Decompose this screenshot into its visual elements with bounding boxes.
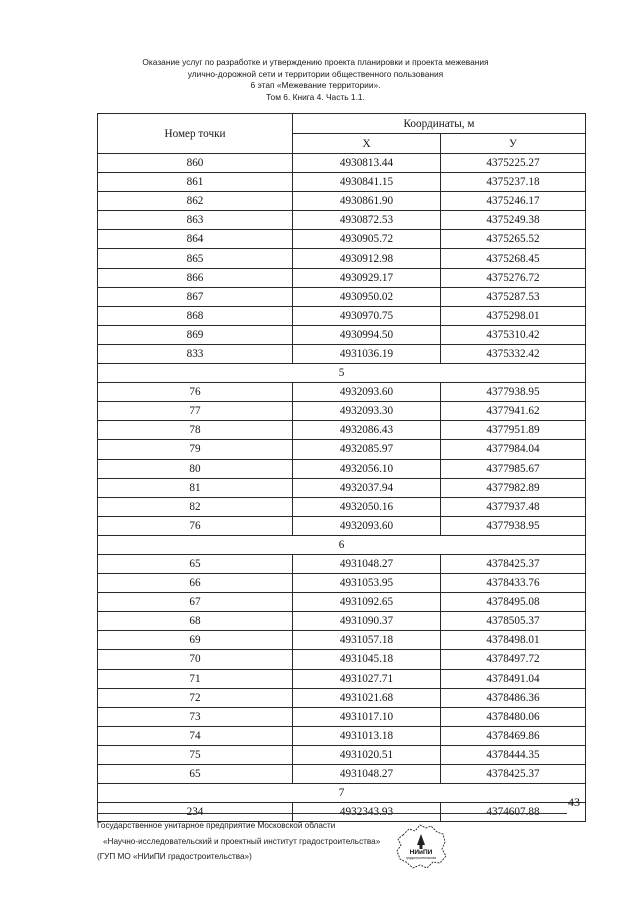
x-coordinate-cell: 4931090.37 bbox=[293, 612, 441, 631]
point-number-cell: 868 bbox=[98, 306, 293, 325]
x-coordinate-cell: 4930813.44 bbox=[293, 154, 441, 173]
region-map-logo-icon bbox=[393, 821, 449, 871]
point-number-cell: 82 bbox=[98, 497, 293, 516]
point-number-cell: 73 bbox=[98, 707, 293, 726]
y-coordinate-cell: 4377938.95 bbox=[441, 383, 586, 402]
x-coordinate-cell: 4930994.50 bbox=[293, 325, 441, 344]
y-coordinate-cell: 4378495.08 bbox=[441, 593, 586, 612]
table-row bbox=[98, 631, 586, 650]
header-line-2: улично-дорожной сети и территории общественного пользования bbox=[187, 68, 444, 79]
group-row bbox=[98, 535, 586, 554]
table-row bbox=[98, 287, 586, 306]
table-body bbox=[98, 154, 586, 822]
x-coordinate-cell: 4930841.15 bbox=[293, 173, 441, 192]
point-number-cell: 863 bbox=[98, 211, 293, 230]
x-coordinate-cell: 4932037.94 bbox=[293, 478, 441, 497]
table-row bbox=[98, 497, 586, 516]
footer-line-1: Государственное унитарное предприятие Московской области bbox=[97, 821, 336, 830]
x-coordinate-cell: 4932086.43 bbox=[293, 421, 441, 440]
point-number-cell: 869 bbox=[98, 325, 293, 344]
point-number-cell: 866 bbox=[98, 268, 293, 287]
table-row bbox=[98, 383, 586, 402]
x-coordinate-cell: 4931053.95 bbox=[293, 574, 441, 593]
y-coordinate-cell: 4378433.76 bbox=[441, 574, 586, 593]
y-coordinate-cell: 4375298.01 bbox=[441, 306, 586, 325]
x-coordinate-cell: 4932050.16 bbox=[293, 497, 441, 516]
y-coordinate-cell: 4375237.18 bbox=[441, 173, 586, 192]
table-row bbox=[98, 593, 586, 612]
header-line-1: Оказание услуг по разработке и утверждению проекта планировки и проекта межевания bbox=[142, 57, 489, 67]
x-coordinate-cell: 4931092.65 bbox=[293, 593, 441, 612]
y-coordinate-cell: 4375268.45 bbox=[441, 249, 586, 268]
y-coordinate-cell: 4378505.37 bbox=[441, 612, 586, 631]
group-label: 5 bbox=[98, 364, 586, 383]
table-row bbox=[98, 192, 586, 211]
table-row bbox=[98, 707, 586, 726]
x-coordinate-cell: 4931021.68 bbox=[293, 688, 441, 707]
y-coordinate-cell: 4377985.67 bbox=[441, 459, 586, 478]
table-row bbox=[98, 306, 586, 325]
x-coordinate-cell: 4932093.30 bbox=[293, 402, 441, 421]
point-number-cell: 67 bbox=[98, 593, 293, 612]
point-number-cell: 861 bbox=[98, 173, 293, 192]
x-coordinate-cell: 4930929.17 bbox=[293, 268, 441, 287]
y-coordinate-cell: 4374607.88 bbox=[441, 803, 586, 822]
y-coordinate-cell: 4375265.52 bbox=[441, 230, 586, 249]
point-number-cell: 76 bbox=[98, 383, 293, 402]
y-coordinate-cell: 4377951.89 bbox=[441, 421, 586, 440]
y-coordinate-cell: 4375225.27 bbox=[441, 154, 586, 173]
x-coordinate-cell: 4930861.90 bbox=[293, 192, 441, 211]
x-coordinate-cell: 4931048.27 bbox=[293, 554, 441, 573]
point-number-cell: 78 bbox=[98, 421, 293, 440]
y-coordinate-cell: 4378491.04 bbox=[441, 669, 586, 688]
table-row bbox=[98, 325, 586, 344]
x-coordinate-cell: 4930872.53 bbox=[293, 211, 441, 230]
x-coordinate-cell: 4932343.93 bbox=[293, 803, 441, 822]
group-label: 7 bbox=[98, 784, 586, 803]
point-number-cell: 77 bbox=[98, 402, 293, 421]
point-number-cell: 65 bbox=[98, 554, 293, 573]
coordinates-table bbox=[97, 113, 586, 822]
table-row bbox=[98, 211, 586, 230]
point-number-cell: 71 bbox=[98, 669, 293, 688]
point-number-cell: 72 bbox=[98, 688, 293, 707]
table-row bbox=[98, 230, 586, 249]
y-coordinate-cell: 4378425.37 bbox=[441, 554, 586, 573]
table-row bbox=[98, 478, 586, 497]
table-row bbox=[98, 650, 586, 669]
document-header bbox=[0, 57, 631, 103]
y-coordinate-cell: 4375249.38 bbox=[441, 211, 586, 230]
y-coordinate-cell: 4377938.95 bbox=[441, 516, 586, 535]
point-number-cell: 79 bbox=[98, 440, 293, 459]
logo-text-main: НИиПИ bbox=[409, 849, 433, 856]
y-coordinate-cell: 4378486.36 bbox=[441, 688, 586, 707]
x-coordinate-cell: 4932093.60 bbox=[293, 516, 441, 535]
table-row bbox=[98, 726, 586, 745]
column-header-point: Номер точки bbox=[98, 114, 293, 154]
x-coordinate-cell: 4931036.19 bbox=[293, 344, 441, 363]
y-coordinate-cell: 4378469.86 bbox=[441, 726, 586, 745]
table-row bbox=[98, 421, 586, 440]
y-coordinate-cell: 4377984.04 bbox=[441, 440, 586, 459]
group-row bbox=[98, 784, 586, 803]
page-number: 43 bbox=[568, 795, 580, 809]
x-coordinate-cell: 4930970.75 bbox=[293, 306, 441, 325]
y-coordinate-cell: 4378497.72 bbox=[441, 650, 586, 669]
point-number-cell: 81 bbox=[98, 478, 293, 497]
point-number-cell: 80 bbox=[98, 459, 293, 478]
point-number-cell: 76 bbox=[98, 516, 293, 535]
table-row bbox=[98, 516, 586, 535]
table-row bbox=[98, 574, 586, 593]
x-coordinate-cell: 4930912.98 bbox=[293, 249, 441, 268]
y-coordinate-cell: 4377982.89 bbox=[441, 478, 586, 497]
table-row bbox=[98, 554, 586, 573]
x-coordinate-cell: 4931045.18 bbox=[293, 650, 441, 669]
point-number-cell: 70 bbox=[98, 650, 293, 669]
x-coordinate-cell: 4931017.10 bbox=[293, 707, 441, 726]
table-row bbox=[98, 688, 586, 707]
y-coordinate-cell: 4375246.17 bbox=[441, 192, 586, 211]
header-line-4: Том 6. Книга 4. Часть 1.1. bbox=[266, 91, 365, 102]
x-coordinate-cell: 4932093.60 bbox=[293, 383, 441, 402]
y-coordinate-cell: 4377941.62 bbox=[441, 402, 586, 421]
x-coordinate-cell: 4931048.27 bbox=[293, 765, 441, 784]
y-coordinate-cell: 4375287.53 bbox=[441, 287, 586, 306]
table-row bbox=[98, 669, 586, 688]
point-number-cell: 69 bbox=[98, 631, 293, 650]
x-coordinate-cell: 4931027.71 bbox=[293, 669, 441, 688]
x-coordinate-cell: 4931057.18 bbox=[293, 631, 441, 650]
column-header-x: X bbox=[293, 134, 441, 154]
y-coordinate-cell: 4375332.42 bbox=[441, 344, 586, 363]
point-number-cell: 66 bbox=[98, 574, 293, 593]
column-header-y: У bbox=[441, 134, 586, 154]
group-row bbox=[98, 364, 586, 383]
y-coordinate-cell: 4378444.35 bbox=[441, 745, 586, 764]
point-number-cell: 74 bbox=[98, 726, 293, 745]
table-row bbox=[98, 173, 586, 192]
table-row bbox=[98, 268, 586, 287]
group-label: 6 bbox=[98, 535, 586, 554]
footer-line-3: (ГУП МО «НИиПИ градостроительства») bbox=[97, 852, 252, 861]
table-row bbox=[98, 344, 586, 363]
y-coordinate-cell: 4378425.37 bbox=[441, 765, 586, 784]
table-row bbox=[98, 440, 586, 459]
footer-line-2: «Научно-исследовательский и проектный институт градостроительства» bbox=[103, 836, 381, 846]
x-coordinate-cell: 4932085.97 bbox=[293, 440, 441, 459]
x-coordinate-cell: 4930905.72 bbox=[293, 230, 441, 249]
y-coordinate-cell: 4375310.42 bbox=[441, 325, 586, 344]
x-coordinate-cell: 4931013.18 bbox=[293, 726, 441, 745]
x-coordinate-cell: 4932056.10 bbox=[293, 459, 441, 478]
point-number-cell: 865 bbox=[98, 249, 293, 268]
table-row bbox=[98, 745, 586, 764]
y-coordinate-cell: 4377937.48 bbox=[441, 497, 586, 516]
table-row bbox=[98, 459, 586, 478]
point-number-cell: 862 bbox=[98, 192, 293, 211]
table-row bbox=[98, 249, 586, 268]
table-row bbox=[98, 765, 586, 784]
table-row bbox=[98, 154, 586, 173]
point-number-cell: 234 bbox=[98, 803, 293, 822]
x-coordinate-cell: 4930950.02 bbox=[293, 287, 441, 306]
x-coordinate-cell: 4931020.51 bbox=[293, 745, 441, 764]
column-header-coordinates: Координаты, м bbox=[293, 114, 586, 134]
logo-text-sub: градостроительства bbox=[406, 856, 436, 860]
y-coordinate-cell: 4378498.01 bbox=[441, 631, 586, 650]
point-number-cell: 860 bbox=[98, 154, 293, 173]
document-footer bbox=[97, 818, 397, 865]
header-line-3: 6 этап «Межевание территории». bbox=[250, 80, 381, 91]
y-coordinate-cell: 4375276.72 bbox=[441, 268, 586, 287]
table-row bbox=[98, 402, 586, 421]
point-number-cell: 75 bbox=[98, 745, 293, 764]
point-number-cell: 833 bbox=[98, 344, 293, 363]
point-number-cell: 68 bbox=[98, 612, 293, 631]
footer-divider bbox=[97, 813, 567, 814]
point-number-cell: 867 bbox=[98, 287, 293, 306]
point-number-cell: 864 bbox=[98, 230, 293, 249]
y-coordinate-cell: 4378480.06 bbox=[441, 707, 586, 726]
table-row bbox=[98, 612, 586, 631]
point-number-cell: 65 bbox=[98, 765, 293, 784]
